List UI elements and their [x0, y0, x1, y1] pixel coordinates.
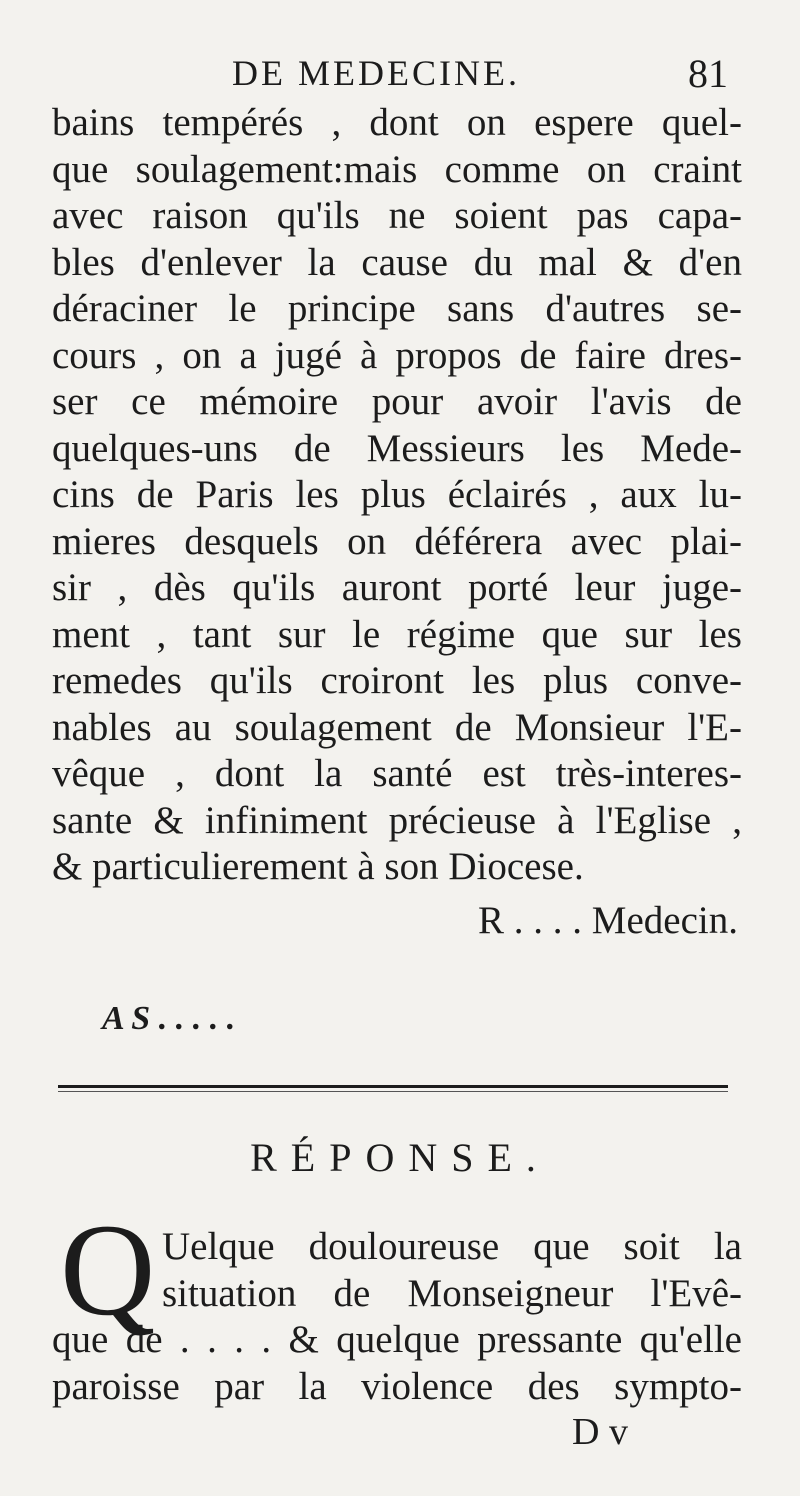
- text-line: déraciner le principe sans d'autres se-: [52, 287, 742, 330]
- text-line: paroisse par la violence des sympto-: [52, 1364, 742, 1408]
- text-line: bles d'enlever la cause du mal & d'en: [52, 240, 742, 284]
- signature: R . . . . Medecin.: [478, 899, 738, 942]
- text-line: avec raison qu'ils ne soient pas capa-: [52, 194, 742, 237]
- answer-text: [52, 1224, 742, 1410]
- drop-cap: Q: [60, 1196, 156, 1343]
- running-head: DE MEDECINE.: [232, 53, 520, 93]
- text-line: quelques-uns de Messieurs les Mede-: [52, 426, 742, 470]
- text-line: nables au soulagement de Monsieur l'E-: [52, 705, 742, 749]
- text-line: Uelque douloureuse que soit la: [162, 1225, 742, 1268]
- text-line: & particulierement à son Diocese.: [52, 845, 584, 888]
- section-divider: [58, 1085, 728, 1088]
- text-line: mieres desquels on déférera avec plai-: [52, 519, 742, 563]
- text-line: que soulagement:mais comme on craint: [52, 147, 742, 191]
- text-line: ser ce mémoire pour avoir l'avis de: [52, 380, 742, 423]
- text-line: bains tempérés , dont on espere quel-: [52, 101, 742, 144]
- section-divider-thin: [58, 1091, 728, 1092]
- text-line: situation de Monseigneur l'Evê-: [162, 1271, 742, 1315]
- text-line: vêque , dont la santé est très-interes-: [52, 752, 742, 795]
- section-title: RÉPONSE.: [250, 1135, 550, 1180]
- text-line: ment , tant sur le régime que sur les: [52, 612, 742, 656]
- text-line: cours , on a jugé à propos de faire dres-: [52, 333, 742, 377]
- body-text: [52, 100, 742, 891]
- text-line: remedes qu'ils croiront les plus conve-: [52, 659, 742, 702]
- page-header: [0, 48, 800, 96]
- initials: A S . . . . .: [102, 1000, 236, 1037]
- catchword: D v: [572, 1411, 628, 1453]
- text-line: cins de Paris les plus éclairés , aux lu-: [52, 473, 742, 516]
- text-line: sir , dès qu'ils auront porté leur juge-: [52, 566, 742, 609]
- text-line: que de . . . . & quelque pressante qu'elle: [52, 1318, 742, 1361]
- page-number: 81: [688, 51, 728, 96]
- text-line: sante & infiniment précieuse à l'Eglise ,: [52, 798, 742, 842]
